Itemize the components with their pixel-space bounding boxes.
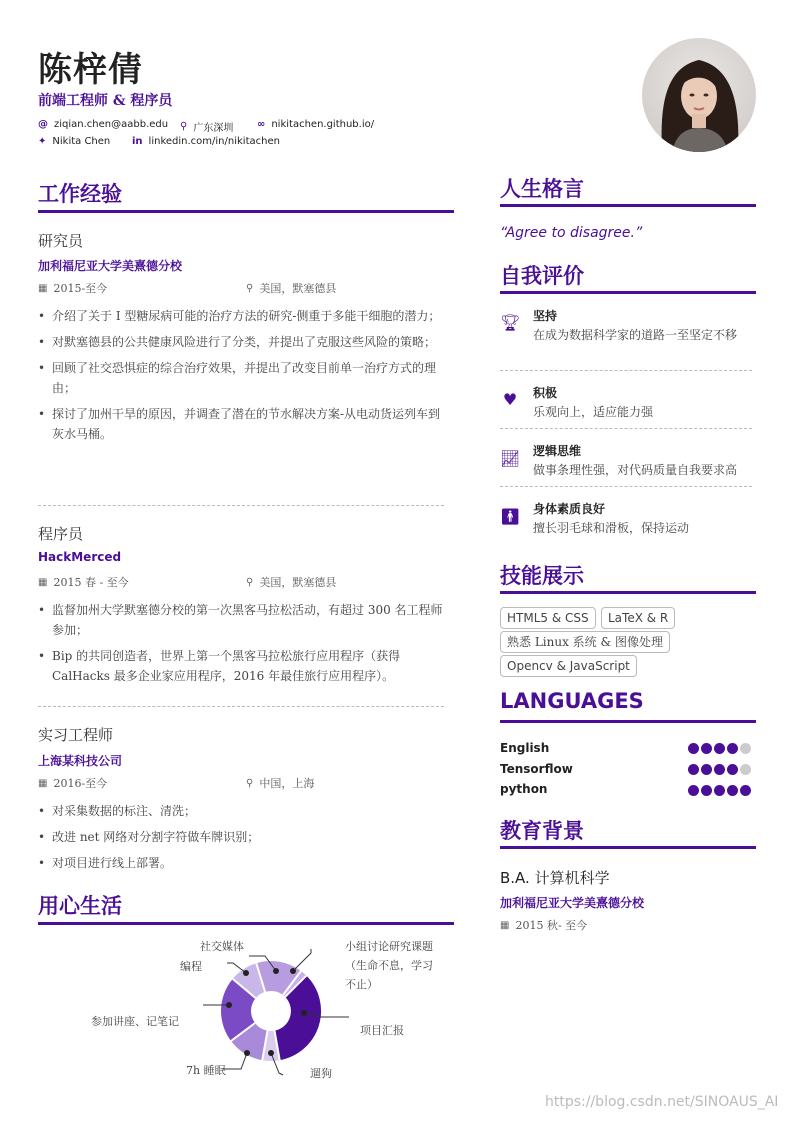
strength-desc: 做事条理性强，对代码质量自我要求高 <box>533 463 738 477</box>
divider <box>500 486 752 487</box>
proficiency-dot <box>688 743 699 754</box>
strengths-heading: 自我评价 <box>500 263 584 288</box>
twitter-icon: ✦ <box>38 136 47 147</box>
donut-label-lecture: 参加讲座、记笔记 <box>91 1015 179 1028</box>
contact-linkedin-text: linkedin.com/in/nikitachen <box>148 136 280 147</box>
skill-tag: HTML5 & CSS <box>500 607 596 629</box>
map-pin-icon: ⚲ <box>246 576 254 588</box>
proficiency-dot <box>701 764 712 775</box>
skill-tag: LaTeX & R <box>601 607 675 629</box>
job-bullets <box>38 801 448 879</box>
proficiency-dot <box>740 785 751 796</box>
donut-label-report: 项目汇报 <box>360 1024 404 1037</box>
divider <box>38 706 444 707</box>
motto-quote: “Agree to disagree.” <box>500 225 643 241</box>
strength-name: 逻辑思维 <box>533 444 582 458</box>
education-school: 加利福尼亚大学美熹德分校 <box>500 896 645 910</box>
at-icon: @ <box>38 119 48 130</box>
calendar-icon: ▦ <box>500 919 510 931</box>
proficiency-dot <box>688 785 699 796</box>
donut-label-group-line2: （生命不息，学习 <box>345 959 433 972</box>
contact-website[interactable] <box>257 119 374 130</box>
contact-twitter-text: Nikita Chen <box>52 136 111 147</box>
person-icon: 🚹︎ <box>500 507 521 526</box>
languages-heading: LANGUAGES <box>500 689 644 713</box>
trophy-icon: 🏆︎ <box>500 313 521 332</box>
job-location-text: 中国，上海 <box>259 777 315 790</box>
proficiency-dot <box>701 785 712 796</box>
heartbeat-icon: ♥ <box>502 390 518 409</box>
strength-name: 坚持 <box>533 309 558 323</box>
skills-rule <box>500 591 756 594</box>
job-location <box>246 280 336 296</box>
divider <box>500 428 752 429</box>
avatar <box>642 38 756 152</box>
donut-label-coding: 编程 <box>180 960 202 973</box>
list-item: • 改进 net 网络对分割字符做车牌识别； <box>38 827 448 847</box>
proficiency-dot <box>688 764 699 775</box>
link-icon: ∞ <box>257 119 266 130</box>
map-pin-icon: ⚲ <box>180 121 188 132</box>
skill-tag: Opencv & JavaScript <box>500 655 637 677</box>
language-name: Tensorflow <box>500 762 573 776</box>
education-degree: B.A. 计算机科学 <box>500 869 610 887</box>
donut-label-group-line3: 不止） <box>345 978 378 991</box>
contact-location <box>180 119 233 134</box>
list-item: • 探讨了加州干旱的原因，并调查了潜在的节水解决方案-从电动货运列车到灰水马桶。 <box>38 404 448 444</box>
donut-label-social: 社交媒体 <box>200 940 244 953</box>
strength-name: 身体素质良好 <box>533 502 606 516</box>
experience-rule <box>38 210 454 213</box>
education-date <box>500 917 587 933</box>
proficiency-dot <box>727 764 738 775</box>
language-name: English <box>500 741 550 755</box>
job-bullets <box>38 600 448 692</box>
map-pin-icon: ⚲ <box>246 777 254 789</box>
donut-label-group: 小组讨论研究课题 <box>345 940 433 953</box>
language-level <box>688 764 753 775</box>
education-rule <box>500 846 756 849</box>
contact-email-text: ziqian.chen@aabb.edu <box>54 119 169 130</box>
list-item: • 对项目进行线上部署。 <box>38 853 448 873</box>
life-heading: 用心生活 <box>38 893 122 918</box>
job-location-text: 美国，默塞德县 <box>259 282 337 295</box>
job-tagline: 前端工程师 & 程序员 <box>38 93 173 109</box>
motto-rule <box>500 204 756 207</box>
contact-email[interactable] <box>38 119 168 130</box>
strengths-rule <box>500 291 756 294</box>
job-title: 研究员 <box>38 232 84 250</box>
contact-linkedin[interactable] <box>132 136 280 147</box>
skill-tag: 熟悉 Linux 系统 & 图像处理 <box>500 631 670 653</box>
job-title: 程序员 <box>38 525 84 543</box>
list-item: • Bip 的共同创造者，世界上第一个黑客马拉松旅行应用程序（获得 CalHacks 最多企业家应用程序，2016 年最佳旅行应用程序）。 <box>38 646 448 686</box>
strength-desc: 乐观向上，适应能力强 <box>533 405 654 419</box>
strength-desc: 在成为数据科学家的道路一至坚定不移 <box>533 328 738 342</box>
languages-rule <box>500 720 756 723</box>
job-location <box>246 775 314 791</box>
job-org: 加利福尼亚大学美熹德分校 <box>38 259 183 273</box>
list-item: • 回顾了社交恐惧症的综合治疗效果，并提出了改变目前单一治疗方式的理由； <box>38 358 448 398</box>
job-date-text: 2015 春 - 至今 <box>53 576 129 589</box>
list-item: • 介绍了关于 I 型糖尿病可能的治疗方法的研究-侧重于多能干细胞的潜力； <box>38 306 448 326</box>
strength-desc: 擅长羽毛球和滑板，保持运动 <box>533 521 690 535</box>
donut-label-sleep: 7h 睡眠 <box>186 1064 226 1077</box>
proficiency-dot <box>714 743 725 754</box>
education-heading: 教育背景 <box>500 818 584 843</box>
contact-twitter[interactable] <box>38 136 110 147</box>
experience-heading: 工作经验 <box>38 181 122 206</box>
skills-heading: 技能展示 <box>500 563 584 588</box>
map-pin-icon: ⚲ <box>246 282 254 294</box>
watermark: https://blog.csdn.net/SINOAUS_AI <box>545 1094 779 1110</box>
calendar-icon: ▦ <box>38 777 48 789</box>
education-date-text: 2015 秋- 至今 <box>515 919 588 932</box>
list-item: • 对默塞德县的公共健康风险进行了分类，并提出了克服这些风险的策略； <box>38 332 448 352</box>
divider <box>38 505 444 506</box>
job-date <box>38 574 129 590</box>
job-title: 实习工程师 <box>38 726 114 744</box>
job-location <box>246 574 336 590</box>
job-date <box>38 280 107 296</box>
avatar-photo <box>642 38 756 152</box>
list-item: • 对采集数据的标注、清洗； <box>38 801 448 821</box>
contact-website-text: nikitachen.github.io/ <box>271 119 375 130</box>
proficiency-dot <box>701 743 712 754</box>
linkedin-icon: in <box>132 136 143 147</box>
job-location-text: 美国，默塞德县 <box>259 576 337 589</box>
language-level <box>688 743 753 754</box>
strength-name: 积极 <box>533 386 558 400</box>
list-item: • 监督加州大学默塞德分校的第一次黑客马拉松活动，有超过 300 名工程师参加； <box>38 600 448 640</box>
job-bullets <box>38 306 448 450</box>
language-name: python <box>500 782 548 796</box>
donut-label-dog: 遛狗 <box>310 1067 332 1080</box>
job-org: 上海某科技公司 <box>38 754 123 768</box>
proficiency-dot <box>714 785 725 796</box>
chart-line-icon: 📈︎ <box>500 449 521 468</box>
life-rule <box>38 922 454 925</box>
proficiency-dot <box>714 764 725 775</box>
proficiency-dot <box>727 743 738 754</box>
contact-location-text: 广东深圳 <box>193 123 234 134</box>
job-org: HackMerced <box>38 550 122 564</box>
divider <box>500 370 752 371</box>
job-date-text: 2016-至今 <box>53 777 108 790</box>
proficiency-dot <box>727 785 738 796</box>
job-date <box>38 775 107 791</box>
calendar-icon: ▦ <box>38 282 48 294</box>
job-date-text: 2015-至今 <box>53 282 108 295</box>
language-level <box>688 785 753 796</box>
proficiency-dot <box>740 764 751 775</box>
candidate-name: 陈梓倩 <box>38 50 143 90</box>
proficiency-dot <box>740 743 751 754</box>
motto-heading: 人生格言 <box>500 176 584 201</box>
calendar-icon: ▦ <box>38 576 48 588</box>
